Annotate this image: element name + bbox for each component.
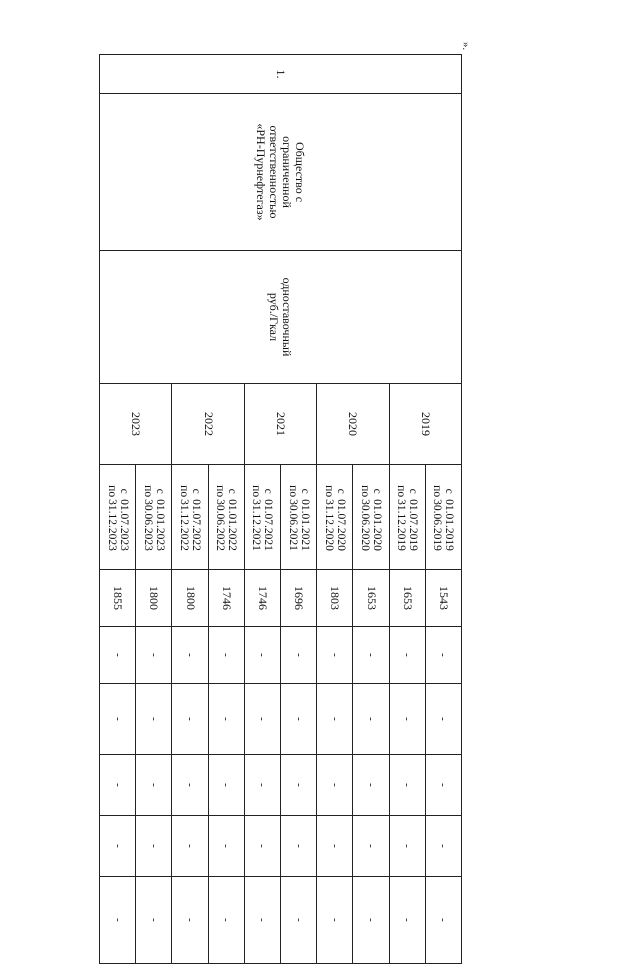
- empty-value-cell: -: [353, 627, 389, 684]
- row-number-cell: 1.: [100, 55, 462, 94]
- period-date: 30.06.2023: [141, 499, 154, 551]
- empty-value-cell: -: [100, 684, 136, 755]
- period-line: [371, 468, 383, 566]
- period-prefix: по: [105, 485, 118, 498]
- tariff-value-cell: 1746: [244, 570, 280, 627]
- period-line: [443, 468, 455, 566]
- empty-value-cell: -: [425, 755, 461, 816]
- tariff-value-cell: 1746: [208, 570, 244, 627]
- empty-value-cell: -: [317, 877, 353, 964]
- empty-value-cell: -: [208, 755, 244, 816]
- empty-value-cell: -: [389, 755, 425, 816]
- period-prefix: с: [371, 488, 384, 494]
- period-prefix: по: [322, 485, 335, 498]
- tariff-value-cell: 1855: [100, 570, 136, 627]
- period-line: [214, 468, 226, 566]
- period-line: [359, 468, 371, 566]
- empty-value-cell: -: [136, 627, 172, 684]
- period-date: 01.01.2021: [298, 499, 311, 551]
- tariff-value-cell: 1653: [353, 570, 389, 627]
- tariff-value-cell: 1803: [317, 570, 353, 627]
- period-prefix: с: [298, 488, 311, 494]
- period-cell: [244, 465, 280, 570]
- period-cell: [172, 465, 208, 570]
- period-date: 01.07.2023: [117, 499, 130, 551]
- period-prefix: по: [431, 485, 444, 498]
- empty-value-cell: -: [136, 755, 172, 816]
- empty-value-cell: -: [425, 816, 461, 877]
- organization-name-line: ограниченной: [280, 136, 295, 208]
- period-date: 01.07.2020: [334, 499, 347, 551]
- period-date: 30.06.2022: [214, 499, 227, 551]
- empty-value-cell: -: [244, 755, 280, 816]
- period-prefix: с: [226, 488, 239, 494]
- empty-value-cell: -: [172, 755, 208, 816]
- organization-cell: [100, 94, 462, 251]
- empty-value-cell: -: [353, 755, 389, 816]
- empty-value-cell: -: [389, 684, 425, 755]
- tariff-type-cell: [100, 251, 462, 384]
- empty-value-cell: -: [317, 684, 353, 755]
- period-cell: [317, 465, 353, 570]
- empty-value-cell: -: [244, 877, 280, 964]
- period-cell: [425, 465, 461, 570]
- empty-value-cell: -: [317, 755, 353, 816]
- period-line: [323, 468, 335, 566]
- empty-value-cell: -: [425, 684, 461, 755]
- period-date: 31.12.2019: [395, 499, 408, 551]
- empty-value-cell: -: [244, 816, 280, 877]
- period-prefix: с: [443, 488, 456, 494]
- period-date: 31.12.2021: [250, 499, 263, 551]
- period-cell: [100, 465, 136, 570]
- empty-value-cell: -: [389, 877, 425, 964]
- empty-value-cell: -: [353, 816, 389, 877]
- tariff-table: [99, 54, 462, 964]
- empty-value-cell: -: [208, 877, 244, 964]
- period-line: [118, 468, 130, 566]
- period-date: 30.06.2021: [286, 499, 299, 551]
- tariff-value-cell: 1800: [136, 570, 172, 627]
- organization-name-line: ответственностью: [267, 125, 282, 219]
- year-cell: 2022: [172, 384, 244, 465]
- tariff-value-cell: 1543: [425, 570, 461, 627]
- period-date: 30.06.2020: [359, 499, 372, 551]
- period-cell: [389, 465, 425, 570]
- period-date: 01.01.2022: [226, 499, 239, 551]
- period-prefix: по: [286, 485, 299, 498]
- period-date: 01.01.2020: [371, 499, 384, 551]
- empty-value-cell: -: [172, 684, 208, 755]
- empty-value-cell: -: [281, 877, 317, 964]
- period-line: [250, 468, 262, 566]
- tariff-table-body: [100, 55, 462, 964]
- period-prefix: по: [141, 485, 154, 498]
- period-date: 01.07.2022: [190, 499, 203, 551]
- period-date: 01.01.2023: [153, 499, 166, 551]
- period-line: [395, 468, 407, 566]
- period-date: 01.07.2021: [262, 499, 275, 551]
- empty-value-cell: -: [100, 816, 136, 877]
- period-cell: [353, 465, 389, 570]
- organization-name-line: Общество с: [293, 141, 308, 203]
- period-cell: [136, 465, 172, 570]
- period-date: 31.12.2020: [322, 499, 335, 551]
- year-cell: 2023: [100, 384, 173, 465]
- period-prefix: с: [190, 488, 203, 494]
- period-prefix: с: [262, 488, 275, 494]
- period-prefix: по: [395, 485, 408, 498]
- period-line: [299, 468, 311, 566]
- period-line: [226, 468, 238, 566]
- period-line: [106, 468, 118, 566]
- period-line: [154, 468, 166, 566]
- period-line: [335, 468, 347, 566]
- empty-value-cell: -: [389, 627, 425, 684]
- table-row: [425, 55, 461, 964]
- period-line: [407, 468, 419, 566]
- period-prefix: по: [214, 485, 227, 498]
- empty-value-cell: -: [172, 877, 208, 964]
- empty-value-cell: -: [244, 627, 280, 684]
- period-line: [142, 468, 154, 566]
- organization-name-line: «РН-Пурнефтегаз»: [254, 123, 269, 221]
- empty-value-cell: -: [172, 627, 208, 684]
- tariff-type-line: одноставочный: [280, 277, 295, 357]
- period-cell: [208, 465, 244, 570]
- empty-value-cell: -: [208, 684, 244, 755]
- period-prefix: с: [334, 488, 347, 494]
- empty-value-cell: -: [208, 627, 244, 684]
- period-prefix: с: [407, 488, 420, 494]
- rotated-table-wrapper: [99, 54, 462, 922]
- period-line: [431, 468, 443, 566]
- tariff-type-line: руб./Гкал: [267, 292, 282, 342]
- period-prefix: по: [178, 485, 191, 498]
- empty-value-cell: -: [100, 755, 136, 816]
- empty-value-cell: -: [425, 627, 461, 684]
- year-cell: 2021: [244, 384, 316, 465]
- year-cell: 2019: [389, 384, 461, 465]
- empty-value-cell: -: [317, 627, 353, 684]
- period-date: 30.06.2019: [431, 499, 444, 551]
- tariff-value-cell: 1696: [281, 570, 317, 627]
- empty-value-cell: -: [353, 684, 389, 755]
- year-cell: 2020: [317, 384, 389, 465]
- period-line: [262, 468, 274, 566]
- period-line: [287, 468, 299, 566]
- empty-value-cell: -: [136, 816, 172, 877]
- period-date: 31.12.2023: [105, 499, 118, 551]
- closing-quote-mark: ».: [460, 41, 473, 51]
- empty-value-cell: -: [281, 816, 317, 877]
- period-prefix: с: [117, 488, 130, 494]
- empty-value-cell: -: [353, 877, 389, 964]
- empty-value-cell: -: [281, 627, 317, 684]
- tariff-value-cell: 1800: [172, 570, 208, 627]
- period-date: 01.01.2019: [443, 499, 456, 551]
- tariff-value-cell: 1653: [389, 570, 425, 627]
- empty-value-cell: -: [317, 816, 353, 877]
- period-prefix: по: [359, 485, 372, 498]
- empty-value-cell: -: [281, 755, 317, 816]
- period-cell: [281, 465, 317, 570]
- empty-value-cell: -: [100, 627, 136, 684]
- period-date: 01.07.2019: [407, 499, 420, 551]
- empty-value-cell: -: [172, 816, 208, 877]
- empty-value-cell: -: [389, 816, 425, 877]
- empty-value-cell: -: [281, 684, 317, 755]
- period-prefix: по: [250, 485, 263, 498]
- period-prefix: с: [153, 488, 166, 494]
- empty-value-cell: -: [136, 684, 172, 755]
- empty-value-cell: -: [208, 816, 244, 877]
- period-date: 31.12.2022: [178, 499, 191, 551]
- period-line: [190, 468, 202, 566]
- period-line: [178, 468, 190, 566]
- empty-value-cell: -: [244, 684, 280, 755]
- empty-value-cell: -: [100, 877, 136, 964]
- empty-value-cell: -: [136, 877, 172, 964]
- empty-value-cell: -: [425, 877, 461, 964]
